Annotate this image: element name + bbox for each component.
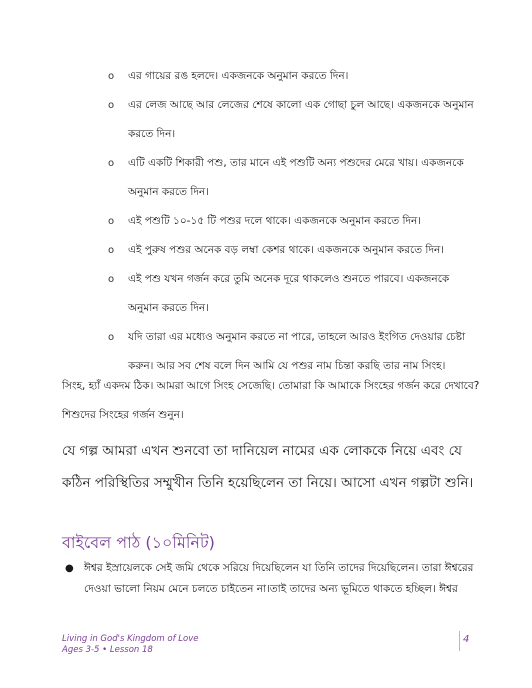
list-item bbox=[108, 207, 480, 236]
section-heading: বাইবেল পাঠ (১০মিনিট) bbox=[62, 533, 215, 552]
list-item bbox=[108, 149, 480, 207]
footer bbox=[62, 634, 198, 656]
story-text: ঈশ্বর ইস্রায়েলকে সেই জমি থেকে সরিয়ে দিয়েছিলেন যা তিনি তাদের দিয়েছিলেন। তারা ঈশ্বরের দেওয়া ভালো নিয়ম মেনে চলতে চাইতেন না।তাই তাদের অন্য ভূমিতে থাকতে হচ্ছিল। ঈশ্বর bbox=[84, 562, 474, 595]
story-list bbox=[62, 558, 486, 600]
clue-text: এটি একটি শিকারী পশু, তার মানে এই পশুটি অন্য পশুদের মেরে খায়। একজনকে অনুমান করতে দিন। bbox=[128, 157, 464, 198]
clue-text: এই পশুটি ১০-১৫ টি পশুর দলে থাকে। একজনকে অনুমান করতে দিন। bbox=[128, 215, 421, 227]
clue-text: যদি তারা এর মধ্যেও অনুমান করতে না পারে, তাহলে আরও ইংগিত দেওয়ার চেষ্টা করুন। আর সব শেষ বলে দিন আমি যে পশুর নাম চিন্তা করছি তার নাম সিংহ। bbox=[128, 331, 466, 372]
circle-outline-icon: o bbox=[108, 216, 115, 227]
circle-outline-icon: o bbox=[108, 245, 115, 256]
circle-outline-icon: o bbox=[108, 274, 115, 285]
circle-outline-icon: o bbox=[108, 71, 115, 82]
story-intro-paragraph: যে গল্প আমরা এখন শুনবো তা দানিয়েল নামের এক লোককে নিয়ে এবং যে কঠিন পরিস্থিতির সম্মুখীন তিনি হয়েছিলেন তা নিয়ে। আসো এখন গল্পটা শুনি। bbox=[62, 443, 474, 491]
answer-paragraph: সিংহ, হ্যাঁ একদম ঠিক। আমরা আগে সিংহ সেজেছি। তোমারা কি আমাকে সিংহের গর্জন করে দেখাবে? শিশুদের সিংহের গর্জন শুনুন। bbox=[62, 380, 480, 421]
circle-outline-icon: o bbox=[108, 100, 115, 111]
list-item bbox=[108, 62, 480, 91]
footer-divider bbox=[459, 631, 460, 651]
clue-text: এর লেজ আছে আর লেজের শেষে কালো এক গোছা চুল আছে। একজনকে অনুমান করতে দিন। bbox=[128, 99, 474, 140]
footer-lesson: Ages 3-5 • Lesson 18 bbox=[62, 645, 153, 655]
circle-outline-icon: o bbox=[108, 332, 115, 343]
filled-dot-icon: ● bbox=[65, 563, 74, 574]
clue-text: এই পুরুষ পশুর অনেক বড় লম্বা কেশর থাকে। একজনকে অনুমান করতে দিন। bbox=[128, 244, 444, 256]
clue-text: এর গায়ের রঙ হলদে। একজনকে অনুমান করতে দিন। bbox=[128, 70, 349, 82]
list-item bbox=[108, 236, 480, 265]
list-item bbox=[108, 91, 480, 149]
clue-list bbox=[108, 62, 480, 381]
page-number: 4 bbox=[463, 634, 470, 645]
list-item bbox=[62, 558, 486, 600]
list-item bbox=[108, 265, 480, 323]
footer-title: Living in God's Kingdom of Love bbox=[62, 634, 199, 644]
circle-outline-icon: o bbox=[108, 158, 115, 169]
clue-text: এই পশু যখন গর্জন করে তুমি অনেক দূরে থাকলেও শুনতে পারবে। একজনকে অনুমান করতে দিন। bbox=[128, 273, 450, 314]
